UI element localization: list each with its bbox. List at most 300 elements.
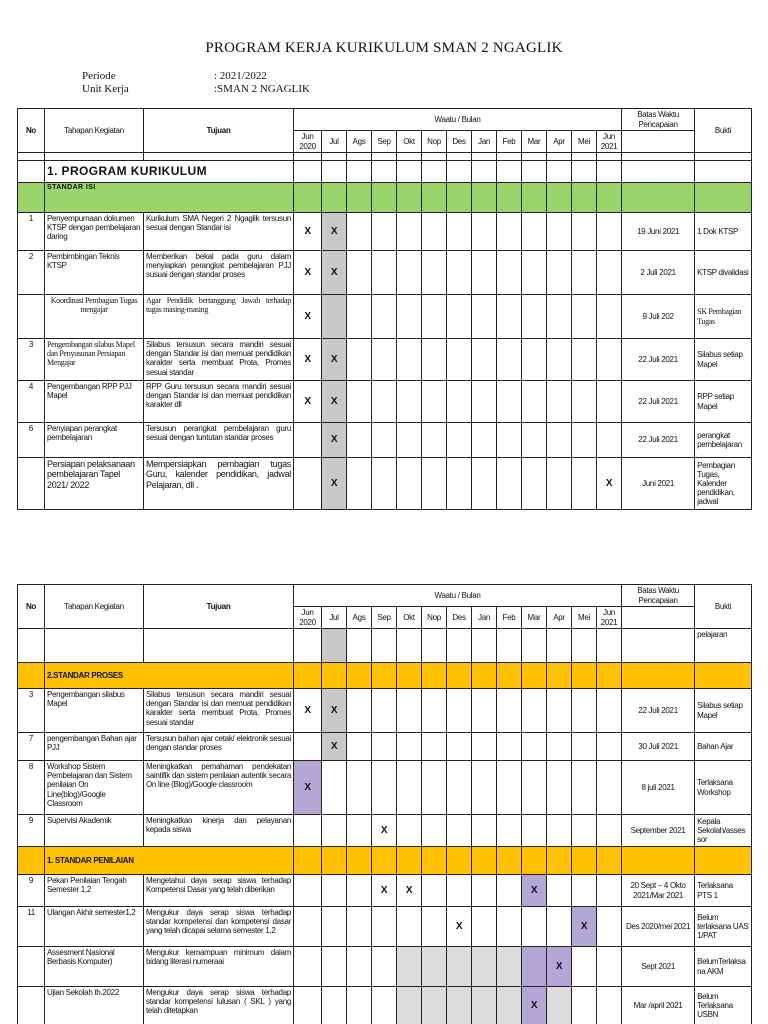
- row-bukti: Belum terlaksana UAS 1/PAT: [695, 907, 752, 947]
- header-month: Feb: [497, 131, 522, 153]
- row-batas: 19 Juni 2021: [622, 213, 695, 251]
- cell: [695, 663, 752, 689]
- month-cell: [472, 907, 497, 947]
- row-batas: 22 Juli 2021: [622, 689, 695, 733]
- cell: [547, 183, 572, 213]
- cell: [422, 847, 447, 875]
- month-cell: [572, 458, 597, 510]
- cell: [397, 847, 422, 875]
- cell: [572, 663, 597, 689]
- month-cell: [447, 987, 472, 1024]
- activity-row: [18, 251, 752, 295]
- cell: [372, 663, 397, 689]
- month-cell: [422, 423, 447, 458]
- row-bukti: Kepala Sekolah/asses sor: [695, 815, 752, 847]
- month-cell: [597, 815, 622, 847]
- month-cell: [347, 947, 372, 987]
- header-month: Jul: [322, 131, 347, 153]
- month-cell: [422, 987, 447, 1024]
- cell: [18, 183, 45, 213]
- meta-value: :SMAN 2 NGAGLIK: [214, 83, 310, 95]
- header-no: No: [18, 585, 45, 629]
- row-batas: September 2021: [622, 815, 695, 847]
- header-no: No: [18, 109, 45, 153]
- month-cell: [322, 875, 347, 907]
- row-tujuan: Mempersiapkan pembagian tugas Guru, kalender pendidikan, jadwal Pelajaran, dll .: [144, 458, 294, 510]
- month-cell: [422, 458, 447, 510]
- schedule-mark: X: [294, 761, 322, 815]
- row-tahapan: Assesment Nasional Berbasis Komputer): [45, 947, 144, 987]
- header-month: Jun 2020: [294, 131, 322, 153]
- cell: [572, 629, 597, 663]
- month-cell: [472, 339, 497, 381]
- cell: [597, 847, 622, 875]
- cell: [294, 161, 322, 183]
- row-no: 2: [18, 251, 45, 295]
- month-cell: [347, 381, 372, 423]
- cell: [547, 629, 572, 663]
- month-cell: [597, 339, 622, 381]
- month-cell: [572, 733, 597, 761]
- month-cell: [572, 875, 597, 907]
- month-cell: [572, 295, 597, 339]
- month-cell: [522, 251, 547, 295]
- row-tujuan: RPP Guru tersusun secara mandiri sesuai dengan Standar isi dan memuat pendidikan karakter dll: [144, 381, 294, 423]
- cell: [397, 153, 422, 161]
- row-bukti: Pembagian Tugas, Kalender pendidikan, jadwal: [695, 458, 752, 510]
- schedule-mark: X: [294, 381, 322, 423]
- month-cell: [422, 339, 447, 381]
- month-cell: [447, 689, 472, 733]
- month-cell: [397, 381, 422, 423]
- cell: [447, 629, 472, 663]
- month-cell: [547, 295, 572, 339]
- month-cell: [347, 907, 372, 947]
- month-cell: [547, 251, 572, 295]
- month-cell: [422, 947, 447, 987]
- month-cell: [597, 733, 622, 761]
- month-cell: [294, 947, 322, 987]
- row-bukti: RPP setiap Mapel: [695, 381, 752, 423]
- schedule-mark: X: [447, 907, 472, 947]
- section-title: 1. STANDAR PENILAIAN: [45, 847, 294, 875]
- row-tujuan: Memberikan bekal pada guru dalam menyiapkan perangkat pembelajaran PJJ susuai dengan standar proses: [144, 251, 294, 295]
- activity-row: [18, 815, 752, 847]
- month-cell: [347, 761, 372, 815]
- month-cell: [522, 689, 547, 733]
- program-table-1: [17, 108, 752, 510]
- month-cell: [397, 295, 422, 339]
- cell: [497, 663, 522, 689]
- cell: [695, 153, 752, 161]
- month-cell: [547, 907, 572, 947]
- cell: [472, 183, 497, 213]
- month-cell: [422, 381, 447, 423]
- month-cell: [294, 815, 322, 847]
- cell: [622, 629, 695, 663]
- month-cell: [322, 947, 347, 987]
- month-cell: [497, 339, 522, 381]
- row-tahapan: Pengembangan RPP PJJ Mapel: [45, 381, 144, 423]
- cell: [397, 663, 422, 689]
- month-cell: [472, 251, 497, 295]
- month-cell: [497, 295, 522, 339]
- row-tahapan: Ujian Sekolah th.2022: [45, 987, 144, 1024]
- month-cell: [472, 458, 497, 510]
- month-cell: [372, 339, 397, 381]
- cell: [422, 153, 447, 161]
- row-batas: Juni 2021: [622, 458, 695, 510]
- month-cell: [547, 339, 572, 381]
- cell: [572, 183, 597, 213]
- row-batas: Mar /april 2021: [622, 987, 695, 1024]
- header-batas-blank: [622, 607, 695, 629]
- row-batas: 2 Juli 2021: [622, 251, 695, 295]
- cell: [422, 663, 447, 689]
- header-batas: Batas Waktu Pencapaian: [622, 109, 695, 131]
- row-bukti: 1 Dok KTSP: [695, 213, 752, 251]
- schedule-mark: X: [547, 947, 572, 987]
- row-tahapan: Pekan Penilaian Tengah Semester 1,2: [45, 875, 144, 907]
- cell: [347, 183, 372, 213]
- row-batas: 22 Juli 2021: [622, 381, 695, 423]
- month-cell: [347, 987, 372, 1024]
- month-cell: [572, 761, 597, 815]
- month-cell: [447, 761, 472, 815]
- month-cell: [472, 761, 497, 815]
- cell: [447, 153, 472, 161]
- cell: [322, 847, 347, 875]
- cell: [597, 629, 622, 663]
- month-cell: [347, 875, 372, 907]
- cell: [422, 161, 447, 183]
- month-cell: [497, 947, 522, 987]
- section-title: 1. PROGRAM KURIKULUM: [45, 161, 294, 183]
- row-no: 1: [18, 213, 45, 251]
- month-cell: [472, 423, 497, 458]
- header-month: Jun 2020: [294, 607, 322, 629]
- month-cell: [522, 733, 547, 761]
- row-bukti: KTSP divalidasi: [695, 251, 752, 295]
- cell: [347, 161, 372, 183]
- month-cell: [372, 381, 397, 423]
- row-batas: Des 2020/mei 2021: [622, 907, 695, 947]
- month-cell: [497, 458, 522, 510]
- header-month: Jan: [472, 131, 497, 153]
- spacer-row: [18, 153, 752, 161]
- month-cell: [597, 689, 622, 733]
- cell: [372, 161, 397, 183]
- row-tahapan: Penyempurnaan dokumen KTSP dengan pembelajaran daring: [45, 213, 144, 251]
- cell: [397, 629, 422, 663]
- header-month: Jul: [322, 607, 347, 629]
- cell: [695, 161, 752, 183]
- header-month: Mei: [572, 131, 597, 153]
- section-row-standar-proses: [18, 663, 752, 689]
- header-month: Feb: [497, 607, 522, 629]
- cell: [547, 663, 572, 689]
- cell: [347, 847, 372, 875]
- month-cell: [572, 815, 597, 847]
- document-title: PROGRAM KERJA KURIKULUM SMAN 2 NGAGLIK: [205, 40, 563, 56]
- row-tujuan: Mengukur daya serap siswa terhadap standar kompetensi dan kompetensi dasar yang telah dicapai selama semester 1,2: [144, 907, 294, 947]
- header-month: Mei: [572, 607, 597, 629]
- cell: [597, 161, 622, 183]
- month-cell: [472, 733, 497, 761]
- month-cell: [522, 815, 547, 847]
- month-cell: [597, 875, 622, 907]
- header-month: Apr: [547, 131, 572, 153]
- month-cell: [472, 689, 497, 733]
- cell: [547, 161, 572, 183]
- activity-row: [18, 875, 752, 907]
- month-cell: [447, 815, 472, 847]
- cell: [18, 847, 45, 875]
- cell: [322, 161, 347, 183]
- row-bukti: SK Pembagian Tugas: [695, 295, 752, 339]
- cell: [597, 663, 622, 689]
- month-cell: [372, 733, 397, 761]
- cell: [522, 161, 547, 183]
- activity-row: [18, 381, 752, 423]
- schedule-mark: X: [322, 339, 347, 381]
- cell: [597, 153, 622, 161]
- cell: [622, 183, 695, 213]
- month-cell: [322, 815, 347, 847]
- meta-label: Periode: [82, 70, 116, 82]
- month-cell: [347, 251, 372, 295]
- schedule-mark: X: [597, 458, 622, 510]
- row-tujuan: Mengetahui daya serap siswa terhadap Kompetensi Dasar yang telah diberikan: [144, 875, 294, 907]
- month-cell: [372, 423, 397, 458]
- month-cell: [294, 733, 322, 761]
- header-waktu: Waatu / Bulan: [294, 585, 622, 607]
- schedule-mark: X: [294, 295, 322, 339]
- month-cell: [397, 423, 422, 458]
- row-tujuan: Silabus tersusun secara mandiri sesuai dengan Standar isi dan memuat pendidikan karakter serta membuat Prota, Promes sesuai standar: [144, 689, 294, 733]
- month-cell: [294, 458, 322, 510]
- cell: [45, 629, 144, 663]
- month-cell: [572, 423, 597, 458]
- month-cell: [522, 213, 547, 251]
- activity-row: [18, 733, 752, 761]
- header-month: Jun 2021: [597, 131, 622, 153]
- month-cell: [497, 875, 522, 907]
- cell: [347, 153, 372, 161]
- activity-row: [18, 458, 752, 510]
- activity-row: [18, 689, 752, 733]
- row-tahapan: pengembangan Bahan ajar PJJ: [45, 733, 144, 761]
- cell: [622, 153, 695, 161]
- activity-row: [18, 987, 752, 1024]
- month-cell: [547, 458, 572, 510]
- cell: [144, 629, 294, 663]
- cell: [322, 183, 347, 213]
- month-cell: [597, 251, 622, 295]
- row-tujuan: Mengukur kemampuan minimum dalam bidang literasi numeraai: [144, 947, 294, 987]
- month-cell: [497, 987, 522, 1024]
- cell: [472, 847, 497, 875]
- header-month: Sep: [372, 131, 397, 153]
- month-cell: [372, 987, 397, 1024]
- cell: [472, 629, 497, 663]
- cell: [472, 153, 497, 161]
- month-cell: [597, 907, 622, 947]
- month-cell: [397, 251, 422, 295]
- month-cell: [597, 947, 622, 987]
- schedule-mark: X: [322, 381, 347, 423]
- month-cell: [597, 761, 622, 815]
- month-cell: [372, 689, 397, 733]
- header-month: Mar: [522, 607, 547, 629]
- cell: [18, 629, 45, 663]
- month-cell: [397, 733, 422, 761]
- month-cell: [422, 213, 447, 251]
- month-cell: [572, 947, 597, 987]
- cell: [695, 183, 752, 213]
- cell: [372, 153, 397, 161]
- header-month: Ags: [347, 607, 372, 629]
- month-cell: [497, 907, 522, 947]
- row-no: 6: [18, 423, 45, 458]
- row-batas: 20 Sept – 4 Okto 2021/Mar 2021: [622, 875, 695, 907]
- cell: [322, 153, 347, 161]
- month-cell: [447, 733, 472, 761]
- header-tahapan: Tahapan Kegiatan: [45, 585, 144, 629]
- month-cell: [547, 987, 572, 1024]
- cell: [522, 629, 547, 663]
- header-month: Des: [447, 131, 472, 153]
- month-cell: [372, 907, 397, 947]
- cell: [497, 153, 522, 161]
- cell: [447, 663, 472, 689]
- month-cell: [397, 761, 422, 815]
- schedule-mark: X: [322, 733, 347, 761]
- cell: [547, 847, 572, 875]
- month-cell: [522, 423, 547, 458]
- row-bukti: Terlaksana PTS 1: [695, 875, 752, 907]
- month-cell: [447, 423, 472, 458]
- cell: [497, 629, 522, 663]
- row-no: 8: [18, 761, 45, 815]
- row-no: 3: [18, 339, 45, 381]
- cell: [45, 153, 144, 161]
- cell: [294, 663, 322, 689]
- month-cell: [547, 423, 572, 458]
- month-cell: [547, 875, 572, 907]
- schedule-mark: X: [397, 875, 422, 907]
- month-cell: [372, 213, 397, 251]
- row-no: 3: [18, 689, 45, 733]
- month-cell: [447, 251, 472, 295]
- row-batas: 9 Juli 202: [622, 295, 695, 339]
- month-cell: [547, 689, 572, 733]
- month-cell: [472, 295, 497, 339]
- meta-value: : 2021/2022: [214, 70, 267, 82]
- header-month: Okt: [397, 607, 422, 629]
- activity-row: [18, 947, 752, 987]
- month-cell: [447, 295, 472, 339]
- cell: [294, 153, 322, 161]
- row-tujuan: Meningkatkan pemahaman pendekatan saintifik dan sistem penilaian autentik secara On line (Blog)/Google classroom: [144, 761, 294, 815]
- month-cell: [547, 815, 572, 847]
- row-tujuan: Agar Pendidik bertanggung Jawab terhadap tugas masing-masing: [144, 295, 294, 339]
- month-cell: [497, 761, 522, 815]
- section-row-standar-penilaian: [18, 847, 752, 875]
- month-cell: [347, 295, 372, 339]
- cell: [622, 161, 695, 183]
- schedule-mark: X: [322, 689, 347, 733]
- month-cell: [597, 423, 622, 458]
- cell: [497, 161, 522, 183]
- cell: [18, 153, 45, 161]
- month-cell: [447, 875, 472, 907]
- month-cell: [472, 947, 497, 987]
- month-cell: [422, 733, 447, 761]
- month-cell: [597, 381, 622, 423]
- row-tahapan: Pengembangan silabus Mapel dan Penyusunan Persiapan Mengajar: [45, 339, 144, 381]
- month-cell: [472, 815, 497, 847]
- schedule-mark: X: [372, 875, 397, 907]
- month-cell: [597, 987, 622, 1024]
- month-cell: [347, 689, 372, 733]
- cell: [18, 663, 45, 689]
- cell: [422, 629, 447, 663]
- month-cell: [522, 381, 547, 423]
- header-bukti: Bukti: [695, 109, 752, 153]
- cell: [447, 161, 472, 183]
- row-batas: Sept 2021: [622, 947, 695, 987]
- section-title: STANDAR ISI: [45, 183, 294, 213]
- header-batas-blank: [622, 131, 695, 153]
- cell: [522, 183, 547, 213]
- month-cell: [472, 213, 497, 251]
- activity-row: [18, 295, 752, 339]
- month-cell: [372, 251, 397, 295]
- month-cell: [322, 761, 347, 815]
- month-cell: [547, 213, 572, 251]
- month-cell: [497, 733, 522, 761]
- month-cell: [372, 458, 397, 510]
- row-tujuan: Tersusun perangkat pembelajaran guru sesuai dengan tuntutan standar proses: [144, 423, 294, 458]
- row-no: 4: [18, 381, 45, 423]
- section-title: 2.STANDAR PROSES: [45, 663, 294, 689]
- schedule-mark: X: [322, 423, 347, 458]
- month-cell: [397, 987, 422, 1024]
- month-cell: [597, 295, 622, 339]
- month-cell: [547, 761, 572, 815]
- cell: [294, 629, 322, 663]
- row-batas: 22 Juli 2021: [622, 423, 695, 458]
- header-batas: Batas Waktu Pencapaian: [622, 585, 695, 607]
- program-table-2: [17, 584, 752, 1024]
- cell: [372, 847, 397, 875]
- cell: [347, 629, 372, 663]
- header-month: Nop: [422, 607, 447, 629]
- row-no: [18, 295, 45, 339]
- activity-row: [18, 213, 752, 251]
- month-cell: [397, 339, 422, 381]
- cell: [572, 153, 597, 161]
- row-bukti: Bahan Ajar: [695, 733, 752, 761]
- row-batas: 30 Juli 2021: [622, 733, 695, 761]
- header-month: Jan: [472, 607, 497, 629]
- month-cell: [347, 423, 372, 458]
- month-cell: [522, 295, 547, 339]
- row-tahapan: Penyiapan perangkat pembelajaran: [45, 423, 144, 458]
- schedule-mark: X: [522, 987, 547, 1024]
- month-cell: [522, 947, 547, 987]
